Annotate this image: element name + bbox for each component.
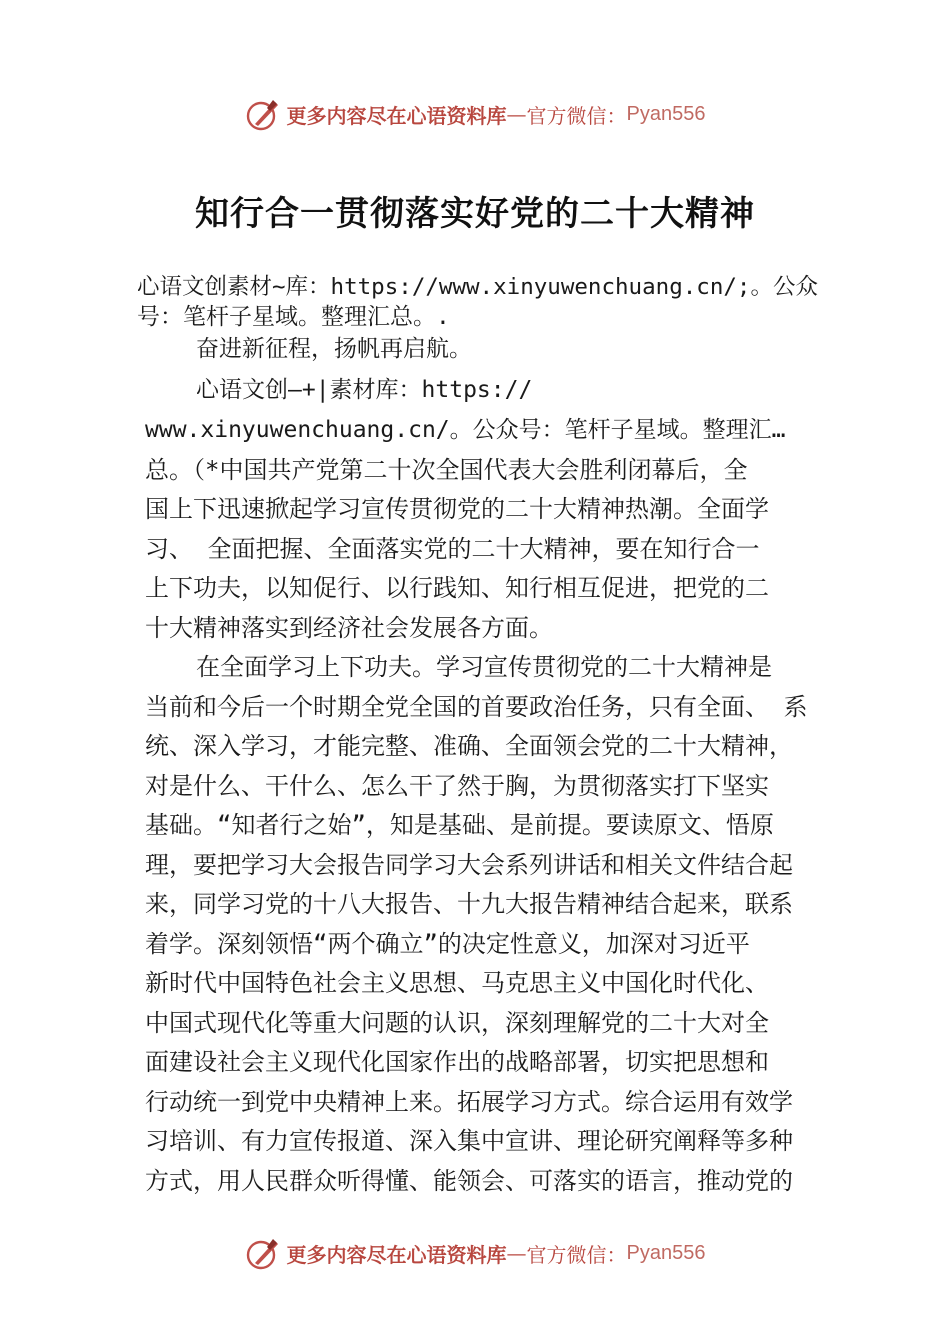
body-line: 国上下迅速掀起学习宣传贯彻党的二十大精神热潮。全面学 (145, 495, 769, 523)
body-line: 在全面学习上下功夫。学习宣传贯彻党的二十大精神是 (196, 653, 772, 681)
body-line: 对是什么、干什么、怎么干了然于胸，为贯彻落实打下坚实 (145, 772, 769, 800)
body-line: 行动统一到党中央精神上来。拓展学习方式。综合运用有效学 (145, 1088, 793, 1116)
banner-site-text: 更多内容尽在心语资料库 (286, 103, 507, 128)
body-line: 习培训、有力宣传报道、深入集中宣讲、理论研究阐释等多种 (145, 1127, 793, 1155)
banner-wechat-label: 官方微信： (526, 1242, 627, 1267)
document-title: 知行合一贯彻落实好党的二十大精神 (195, 194, 755, 234)
quill-logo-icon (245, 1235, 281, 1271)
body-line: 理，要把学习大会报告同学习大会系列讲话和相关文件结合起 (145, 851, 793, 879)
body-line: 新时代中国特色社会主义思想、马克思主义中国化时代化、 (145, 969, 769, 997)
quill-logo-icon (245, 96, 281, 132)
body-line: www.xinyuwenchuang.cn/。公众号：笔杆子星域。整理汇… (145, 417, 786, 443)
footer-banner (0, 1233, 950, 1273)
header-banner (0, 94, 950, 134)
body-line: 面建设社会主义现代化国家作出的战略部署，切实把思想和 (145, 1048, 769, 1076)
body-line: 当前和今后一个时期全党全国的首要政治任务，只有全面、 系 (145, 693, 808, 721)
banner-dash: — (506, 1241, 527, 1265)
body-line: 习、 全面把握、全面落实党的二十大精神，要在知行合一 (145, 535, 760, 563)
body-line: 总。（*中国共产党第二十次全国代表大会胜利闭幕后，全 (145, 456, 748, 484)
banner-wechat-id: Pyan556 (626, 1241, 706, 1264)
banner-site-text: 更多内容尽在心语资料库 (286, 1242, 507, 1267)
body-line: 十大精神落实到经济社会发展各方面。 (145, 614, 553, 642)
body-line: 基础。“知者行之始”，知是基础、是前提。要读原文、悟原 (145, 811, 774, 839)
banner-wechat-label: 官方微信： (526, 103, 627, 128)
body-line: 方式，用人民群众听得懂、能领会、可落实的语言，推动党的 (145, 1167, 793, 1195)
banner-wechat-id: Pyan556 (626, 102, 706, 125)
body-line: 心语文创—+|素材库：https:// (196, 377, 533, 403)
body-line: 中国式现代化等重大问题的认识，深刻理解党的二十大对全 (145, 1009, 769, 1037)
body-line: 心语文创素材~库：https://www.xinyuwenchuang.cn/;。公众 (137, 274, 818, 300)
body-line: 着学。深刻领悟“两个确立”的决定性意义，加深对习近平 (145, 930, 750, 958)
body-line: 上下功夫，以知促行、以行践知、知行相互促进，把党的二 (145, 574, 769, 602)
body-line: 统、深入学习，才能完整、准确、全面领会党的二十大精神， (145, 732, 793, 760)
body-line: 来，同学习党的十八大报告、十九大报告精神结合起来，联系 (145, 890, 793, 918)
body-line: 奋进新征程，扬帆再启航。 (196, 336, 472, 362)
banner-dash: — (506, 102, 527, 126)
body-line: 号：笔杆子星域。整理汇总。. (137, 304, 450, 330)
